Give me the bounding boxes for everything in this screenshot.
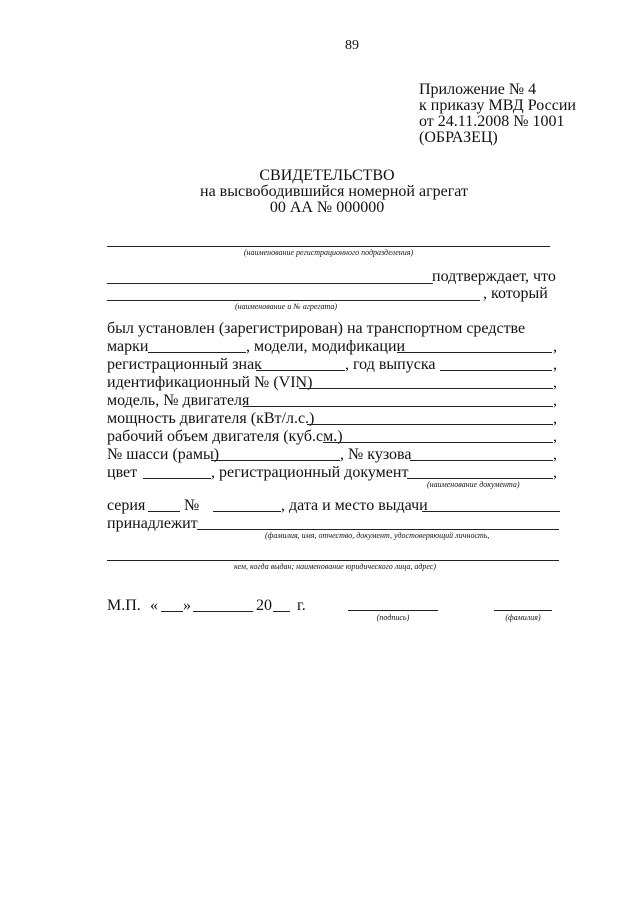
was-installed-text: был установлен (зарегистрирован) на транспортном средстве [107,320,526,337]
volume-label: рабочий объем двигателя (куб.см.) [107,428,343,445]
page-number: 89 [345,38,359,53]
doc-name-caption: (наименование документа) [427,480,520,489]
brand-field[interactable] [148,352,246,353]
reg-doc-label: , регистрационный документ [211,464,409,481]
body-field[interactable] [410,460,553,461]
year-label: , год выпуска [345,356,436,373]
unit-field[interactable] [107,300,480,301]
chassis-label: № шасси (рамы) [107,446,220,463]
series-label: серия [107,497,146,514]
document-title: СВИДЕТЕЛЬСТВО [259,167,395,184]
appendix-line-3: от 24.11.2008 № 1001 [419,113,565,130]
document-subtitle: на высвободившийся номерной агрегат [200,183,468,200]
comma-4: , [553,392,557,409]
model-engine-field[interactable] [243,406,553,407]
comma-3: , [553,374,557,391]
surname-caption: (фамилия) [505,613,541,622]
color-label: цвет [107,464,138,481]
unit-caption: (наименование и № агрегата) [235,302,338,311]
belongs-label: принадлежит [107,515,198,532]
issuer-caption: кем, когда выдан; наименование юридического лица, адрес) [234,562,437,571]
power-label: мощность двигателя (кВт/л.с.) [107,410,315,427]
document-number: 00 АА № 000000 [269,199,385,216]
owner-field[interactable] [197,529,559,530]
which-text: , который [483,285,548,302]
day-field[interactable] [161,611,183,612]
registration-unit-caption: (наименование регистрационного подразделения) [243,248,414,257]
model-field[interactable] [397,352,552,353]
year-prefix: 20 [256,597,272,614]
model-label: , модели, модификации [246,338,406,355]
appendix-line-2: к приказу МВД России [419,97,576,114]
number-label: № [184,497,200,514]
appendix-line-4: (ОБРАЗЕЦ) [419,129,498,146]
power-field[interactable] [307,424,553,425]
registration-unit-field[interactable] [107,246,550,247]
color-field[interactable] [143,478,211,479]
issue-field[interactable] [422,511,560,512]
series-field[interactable] [148,511,180,512]
comma-2: , [553,356,557,373]
reg-sign-label: регистрационный знак [107,356,262,373]
reg-sign-field[interactable] [256,370,345,371]
number-field[interactable] [213,511,281,512]
year-field[interactable] [440,370,552,371]
issue-label: , дата и место выдачи [281,497,428,514]
comma-1: , [553,338,557,355]
vin-label: идентификационный № (VIN) [107,374,313,391]
confirmer-field[interactable] [107,283,433,284]
issuer-field[interactable] [107,560,559,561]
quote-close: » [183,597,191,614]
body-label: , № кузова [340,446,412,463]
stamp-label: М.П. [107,597,141,614]
surname-field[interactable] [494,610,552,611]
month-field[interactable] [193,611,253,612]
comma-5: , [553,410,557,427]
model-engine-label: модель, № двигателя [107,392,250,409]
brand-label: марки [107,338,149,355]
comma-8: , [553,464,557,481]
owner-caption: (фамилия, имя, отчество, документ, удостоверяющий личность, [265,531,490,540]
year-suffix: г. [297,597,306,614]
comma-6: , [553,428,557,445]
volume-field[interactable] [323,442,553,443]
confirms-text: подтверждает, что [432,268,556,285]
signature-field[interactable] [348,610,438,611]
reg-doc-field[interactable] [407,478,553,479]
quote-open: « [150,597,158,614]
signature-caption: (подпись) [376,613,410,622]
vin-field[interactable] [299,388,553,389]
chassis-field[interactable] [211,460,340,461]
sign-year-field[interactable] [273,611,290,612]
appendix-line-1: Приложение № 4 [419,81,537,98]
comma-7: , [553,446,557,463]
